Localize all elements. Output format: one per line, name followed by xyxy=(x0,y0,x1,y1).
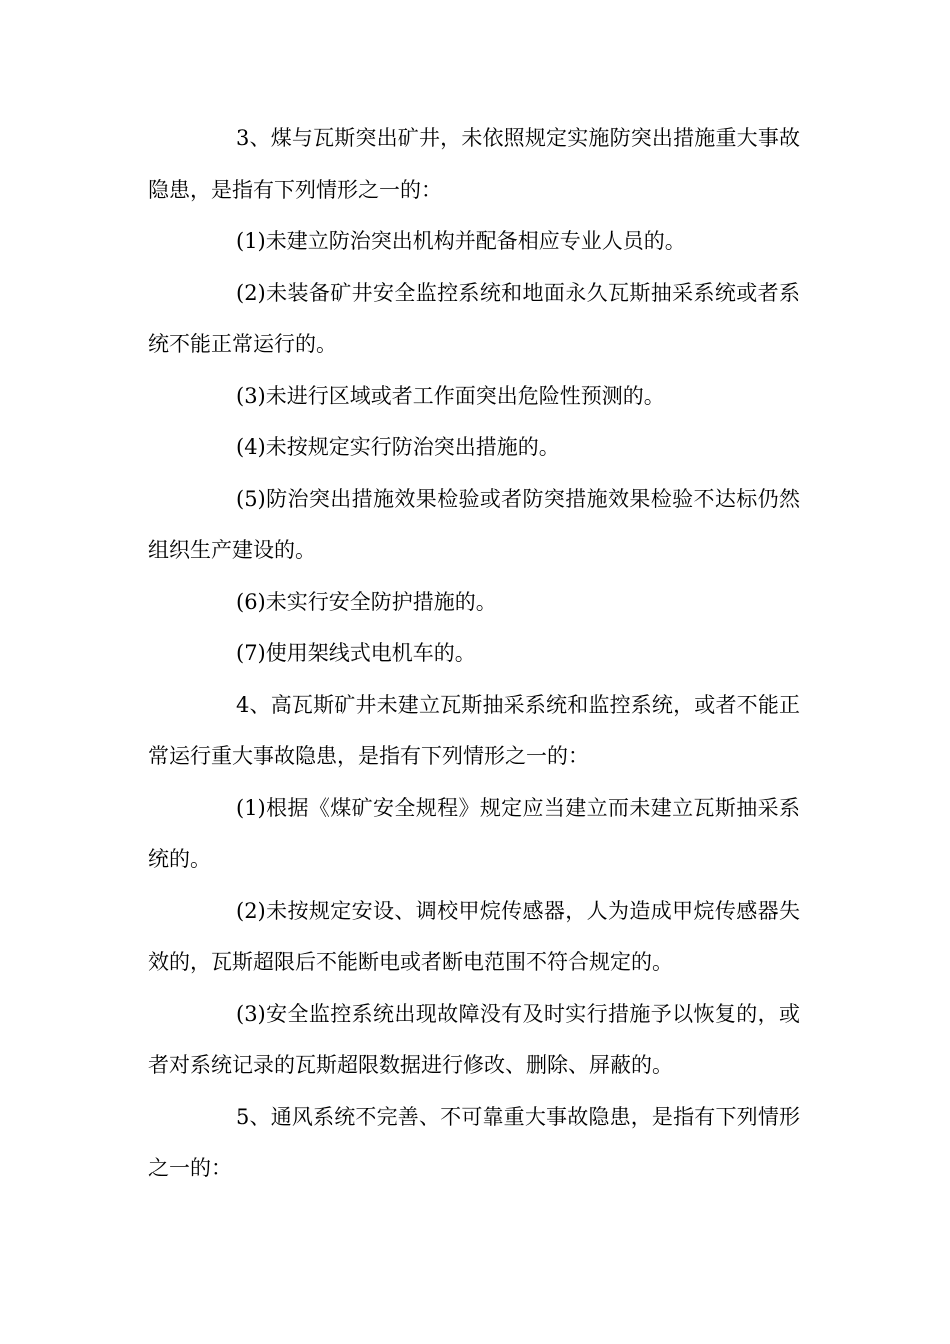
paragraph-item: (4)未按规定实行防治突出措施的。 xyxy=(236,435,560,459)
paragraph-section-3: 3、煤与瓦斯突出矿井，未依照规定实施防突出措施重大事故隐患，是指有下列情形之一的： xyxy=(148,126,800,202)
paragraph-section-4: 4、高瓦斯矿井未建立瓦斯抽采系统和监控系统，或者不能正常运行重大事故隐患，是指有下列情形之一的： xyxy=(148,692,800,768)
paragraph-item: (3)安全监控系统出现故障没有及时实行措施予以恢复的，或者对系统记录的瓦斯超限数据进行修改、删除、屏蔽的。 xyxy=(148,1001,800,1077)
paragraph-item: (5)防治突出措施效果检验或者防突措施效果检验不达标仍然组织生产建设的。 xyxy=(148,486,800,562)
paragraph-item: (7)使用架线式电机车的。 xyxy=(236,641,476,665)
paragraph-item: (1)未建立防治突出机构并配备相应专业人员的。 xyxy=(236,229,686,253)
paragraph-item: (3)未进行区域或者工作面突出危险性预测的。 xyxy=(236,383,665,408)
paragraph-item: (2)未按规定安设、调校甲烷传感器，人为造成甲烷传感器失效的，瓦斯超限后不能断电或者断电范围不符合规定的。 xyxy=(148,898,800,974)
paragraph-item: (1)根据《煤矿安全规程》规定应当建立而未建立瓦斯抽采系统的。 xyxy=(148,795,800,871)
document-body xyxy=(148,113,800,1195)
paragraph-item: (2)未装备矿井安全监控系统和地面永久瓦斯抽采系统或者系统不能正常运行的。 xyxy=(148,280,800,356)
paragraph-item: (6)未实行安全防护措施的。 xyxy=(236,589,497,614)
paragraph-section-5: 5、通风系统不完善、不可靠重大事故隐患，是指有下列情形之一的： xyxy=(148,1104,800,1180)
